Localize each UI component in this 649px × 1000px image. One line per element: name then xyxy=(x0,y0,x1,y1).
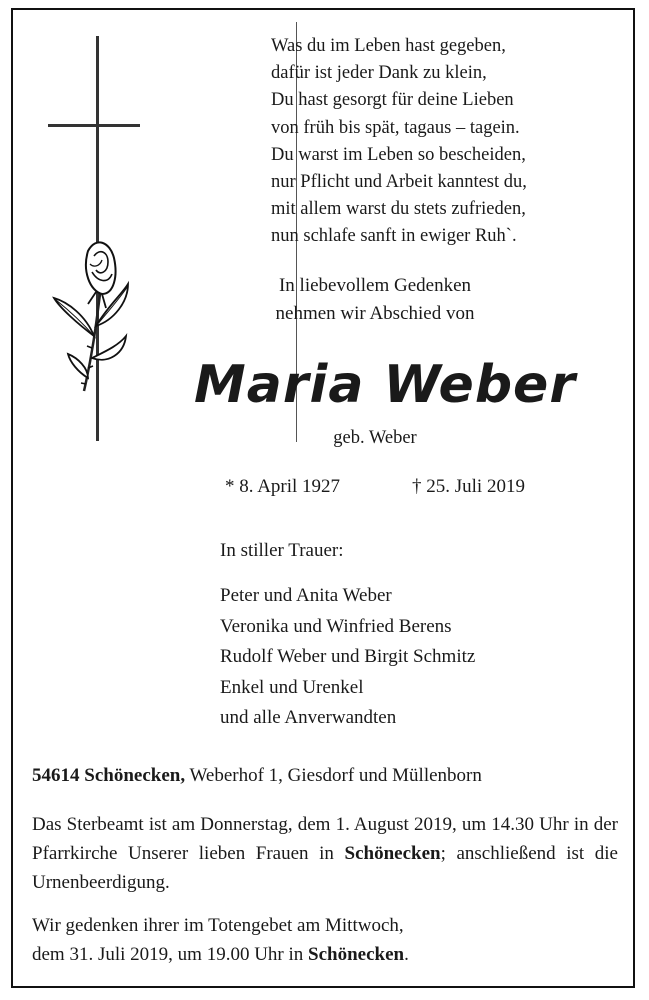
prayer-line: Wir gedenken ihrer im Totengebet am Mittwoch, xyxy=(32,915,404,936)
mourning-title: In stiller Trauer: xyxy=(220,540,344,561)
address-place: 54614 Schönecken, xyxy=(32,765,186,786)
mourner-item: und alle Anverwandten xyxy=(220,707,397,728)
poem-line: von früh bis spät, tagaus – tagein. xyxy=(271,117,520,138)
intro-text xyxy=(180,272,570,328)
mourner-item: Veronika und Winfried Berens xyxy=(220,615,452,637)
maiden-name: geb. Weber xyxy=(333,428,417,448)
service-info xyxy=(32,810,618,897)
deceased-name: Maria Weber xyxy=(194,355,576,415)
prayer-text-end: . xyxy=(404,944,409,965)
poem-line: nur Pflicht und Arbeit kanntest du, xyxy=(271,172,527,193)
mourner-item: Rudolf Weber und Birgit Schmitz xyxy=(220,646,476,667)
death-date: † 25. Juli 2019 xyxy=(412,476,525,497)
poem-line: mit allem warst du stets zufrieden, xyxy=(271,199,526,220)
mourner-item: Peter und Anita Weber xyxy=(220,585,392,606)
poem-line: nun schlafe sanft in ewiger Ruh`. xyxy=(271,226,517,247)
mourner-item: Enkel und Urenkel xyxy=(220,676,364,698)
prayer-info xyxy=(32,911,618,969)
poem-line: Du hast gesorgt für deine Lieben xyxy=(271,90,514,111)
address-rest: Weberhof 1, Giesdorf und Müllenborn xyxy=(185,765,482,786)
address xyxy=(32,765,482,787)
poem-line: Du warst im Leben so bescheiden, xyxy=(271,144,526,165)
prayer-text: dem 31. Juli 2019, um 19.00 Uhr in xyxy=(32,944,309,965)
mourners-list xyxy=(220,581,475,734)
birth-date: * 8. April 1927 xyxy=(225,476,341,497)
prayer-line xyxy=(32,940,618,969)
service-place: Schönecken xyxy=(344,843,441,864)
poem-line: Was du im Leben hast gegeben, xyxy=(271,36,506,56)
cross-with-rose-icon xyxy=(44,36,144,446)
service-text: Das Sterbeamt ist am Donnerstag, dem 1. August 2019, um 14.30 Uhr in der Pfarrkirche Unserer lieben Frauen in xyxy=(32,814,618,864)
intro-line: In liebevollem Gedenken xyxy=(278,275,472,296)
poem-line: dafür ist jeder Dank zu klein, xyxy=(271,63,487,84)
poem xyxy=(271,33,527,251)
intro-line: nehmen wir Abschied von xyxy=(275,303,475,324)
service-text-end: ; anschließend ist die Urnenbeerdigung. xyxy=(32,843,618,893)
prayer-place: Schönecken xyxy=(308,944,405,965)
